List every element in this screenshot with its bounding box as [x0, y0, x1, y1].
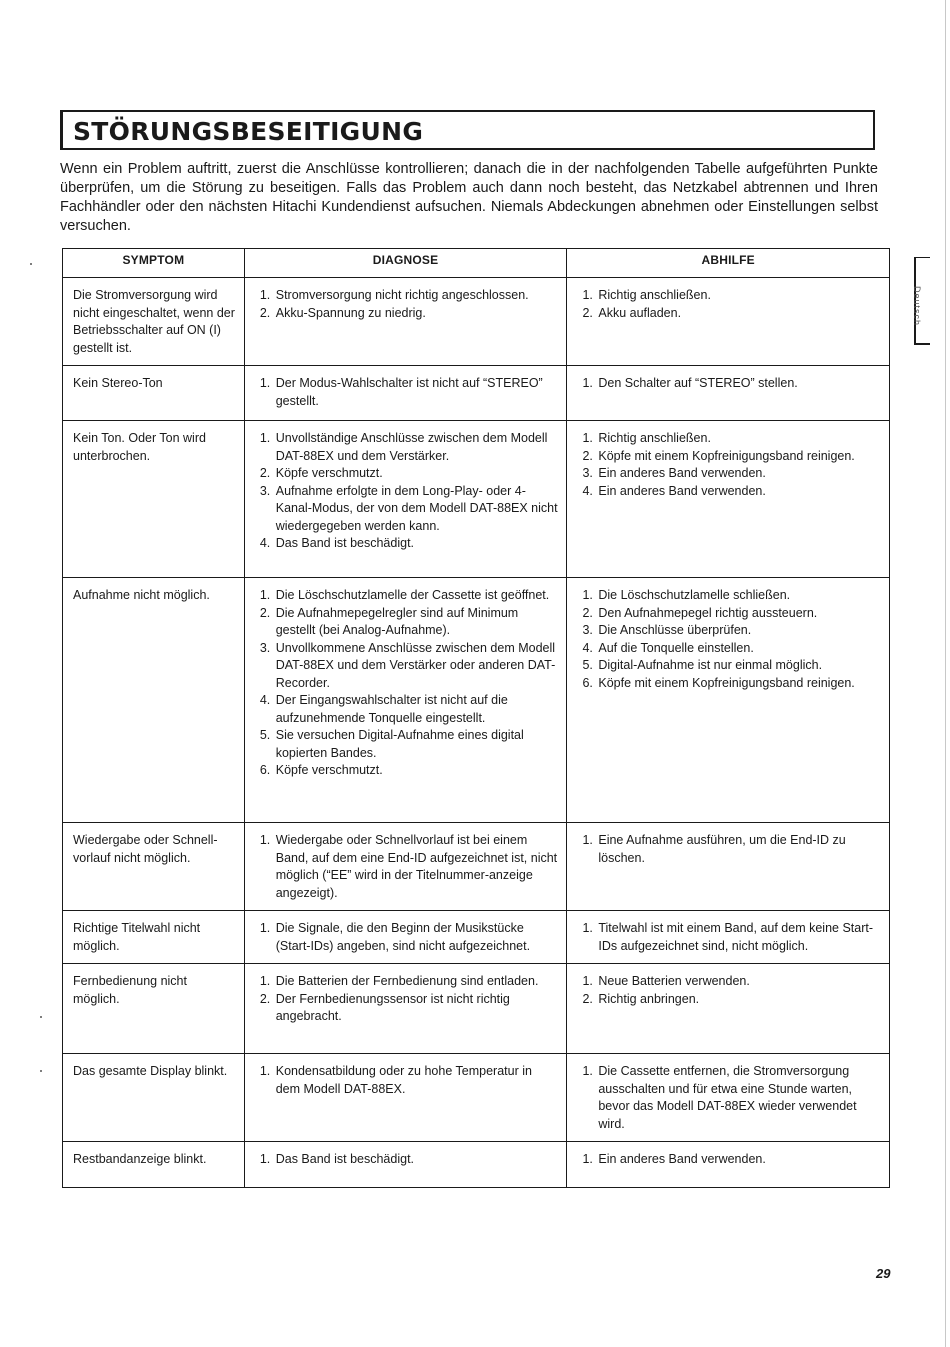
- symptom-cell: Restbandanzeige blinkt.: [63, 1142, 245, 1188]
- diagnose-item: 2. Akku-Spannung zu niedrig.: [274, 305, 559, 323]
- intro-paragraph: Wenn ein Problem auftritt, zuerst die Anschlüsse kontrollieren; danach die in der nachfolgenden Tabelle aufgeführten Punkte überprüfen, um die Störung zu beseitigen. Falls das Problem auch dann noch besteht, das Netzkabel abtrennen und Ihren Fachhändler oder den nächsten Hitachi Kundendienst aufsuchen. Niemals Abdeckungen abnehmen oder Einstellungen selbst versuchen.: [60, 161, 878, 234]
- diagnose-cell: [244, 964, 567, 1054]
- abhilfe-cell: [567, 1054, 890, 1142]
- page-number: 29: [876, 1266, 891, 1281]
- abhilfe-item: 2. Den Aufnahmepegel richtig aussteuern.: [596, 605, 881, 623]
- diagnose-item: 1. Die Batterien der Fernbedienung sind entladen.: [274, 973, 559, 991]
- diagnose-item: 6. Köpfe verschmutzt.: [274, 762, 559, 780]
- diagnose-cell: [244, 421, 567, 578]
- diagnose-item: 4. Das Band ist beschädigt.: [274, 535, 559, 553]
- abhilfe-item: 4. Auf die Tonquelle einstellen.: [596, 640, 881, 658]
- diagnose-list: [255, 1151, 559, 1169]
- abhilfe-list: [577, 430, 881, 500]
- abhilfe-list: [577, 1151, 881, 1169]
- diagnose-cell: [244, 1142, 567, 1188]
- diagnose-cell: [244, 823, 567, 911]
- abhilfe-item: 1. Richtig anschließen.: [596, 430, 881, 448]
- abhilfe-list: [577, 587, 881, 692]
- language-tab-marker: [914, 257, 930, 345]
- abhilfe-cell: [567, 366, 890, 421]
- scan-speck: [30, 263, 32, 265]
- table-row: [63, 911, 890, 964]
- abhilfe-item: 1. Die Löschschutzlamelle schließen.: [596, 587, 881, 605]
- abhilfe-list: [577, 375, 881, 393]
- diagnose-cell: [244, 911, 567, 964]
- diagnose-list: [255, 430, 559, 553]
- scan-speck: [40, 1016, 42, 1018]
- header-symptom: SYMPTOM: [63, 249, 245, 278]
- symptom-cell: Das gesamte Display blinkt.: [63, 1054, 245, 1142]
- symptom-cell: Kein Ton. Oder Ton wird unterbrochen.: [63, 421, 245, 578]
- diagnose-item: 1. Wiedergabe oder Schnellvorlauf ist bei einem Band, auf dem eine End-ID aufgezeichnet ist, nicht möglich (“EE” wird in der Titelnummer-anzeige angezeigt).: [274, 832, 559, 902]
- table-body: [63, 278, 890, 1188]
- diagnose-item: 2. Köpfe verschmutzt.: [274, 465, 559, 483]
- abhilfe-cell: [567, 911, 890, 964]
- language-tab-label: Deutsch: [912, 286, 922, 327]
- symptom-cell: Kein Stereo-Ton: [63, 366, 245, 421]
- abhilfe-item: 4. Ein anderes Band verwenden.: [596, 483, 881, 501]
- diagnose-item: 1. Der Modus-Wahlschalter ist nicht auf “STEREO” gestellt.: [274, 375, 559, 410]
- header-diagnose: DIAGNOSE: [244, 249, 567, 278]
- abhilfe-item: 1. Die Cassette entfernen, die Stromversorgung ausschalten und für etwa eine Stunde warten, bevor das Modell DAT-88EX wieder verwendet wird.: [596, 1063, 881, 1133]
- header-abhilfe: ABHILFE: [567, 249, 890, 278]
- symptom-cell: Wiedergabe oder Schnell-vorlauf nicht möglich.: [63, 823, 245, 911]
- diagnose-list: [255, 973, 559, 1026]
- diagnose-item: 5. Sie versuchen Digital-Aufnahme eines digital kopierten Bandes.: [274, 727, 559, 762]
- table-header-row: [63, 249, 890, 278]
- abhilfe-item: 6. Köpfe mit einem Kopfreinigungsband reinigen.: [596, 675, 881, 693]
- diagnose-item: 3. Unvollkommene Anschlüsse zwischen dem Modell DAT-88EX und dem Verstärker oder anderen DAT-Recorder.: [274, 640, 559, 693]
- diagnose-item: 1. Stromversorgung nicht richtig angeschlossen.: [274, 287, 559, 305]
- abhilfe-item: 1. Eine Aufnahme ausführen, um die End-ID zu löschen.: [596, 832, 881, 867]
- diagnose-cell: [244, 578, 567, 823]
- abhilfe-item: 3. Ein anderes Band verwenden.: [596, 465, 881, 483]
- troubleshooting-table: [62, 248, 890, 1188]
- diagnose-cell: [244, 366, 567, 421]
- abhilfe-item: 1. Neue Batterien verwenden.: [596, 973, 881, 991]
- symptom-cell: Die Stromversorgung wird nicht eingeschaltet, wenn der Betriebsschalter auf ON (I) gestellt ist.: [63, 278, 245, 366]
- symptom-cell: Richtige Titelwahl nicht möglich.: [63, 911, 245, 964]
- abhilfe-cell: [567, 578, 890, 823]
- title-box: [60, 110, 875, 150]
- page-title: STÖRUNGSBESEITIGUNG: [73, 117, 424, 146]
- abhilfe-cell: [567, 964, 890, 1054]
- table-row: [63, 366, 890, 421]
- diagnose-item: 3. Aufnahme erfolgte in dem Long-Play- oder 4-Kanal-Modus, der von dem Modell DAT-88EX nicht wiedergegeben werden kann.: [274, 483, 559, 536]
- table-row: [63, 1142, 890, 1188]
- table-row: [63, 823, 890, 911]
- diagnose-cell: [244, 1054, 567, 1142]
- diagnose-item: 1. Die Signale, die den Beginn der Musikstücke (Start-IDs) angeben, sind nicht aufgezeichnet.: [274, 920, 559, 955]
- diagnose-item: 2. Der Fernbedienungssensor ist nicht richtig angebracht.: [274, 991, 559, 1026]
- scan-speck: [40, 1070, 42, 1072]
- abhilfe-item: 1. Titelwahl ist mit einem Band, auf dem keine Start-IDs aufgezeichnet sind, nicht möglich.: [596, 920, 881, 955]
- abhilfe-item: 2. Richtig anbringen.: [596, 991, 881, 1009]
- diagnose-list: [255, 375, 559, 410]
- abhilfe-item: 5. Digital-Aufnahme ist nur einmal möglich.: [596, 657, 881, 675]
- abhilfe-list: [577, 920, 881, 955]
- abhilfe-item: 1. Richtig anschließen.: [596, 287, 881, 305]
- diagnose-item: 2. Die Aufnahmepegelregler sind auf Minimum gestellt (bei Analog-Aufnahme).: [274, 605, 559, 640]
- table-row: [63, 964, 890, 1054]
- diagnose-cell: [244, 278, 567, 366]
- abhilfe-item: 2. Akku aufladen.: [596, 305, 881, 323]
- diagnose-item: 1. Kondensatbildung oder zu hohe Temperatur in dem Modell DAT-88EX.: [274, 1063, 559, 1098]
- abhilfe-cell: [567, 421, 890, 578]
- abhilfe-item: 2. Köpfe mit einem Kopfreinigungsband reinigen.: [596, 448, 881, 466]
- abhilfe-list: [577, 1063, 881, 1133]
- abhilfe-list: [577, 287, 881, 322]
- diagnose-list: [255, 587, 559, 780]
- abhilfe-cell: [567, 823, 890, 911]
- table-row: [63, 578, 890, 823]
- abhilfe-list: [577, 832, 881, 867]
- diagnose-item: 1. Die Löschschutzlamelle der Cassette ist geöffnet.: [274, 587, 559, 605]
- table-row: [63, 1054, 890, 1142]
- diagnose-list: [255, 1063, 559, 1098]
- diagnose-item: 4. Der Eingangswahlschalter ist nicht auf die aufzunehmende Tonquelle eingestellt.: [274, 692, 559, 727]
- abhilfe-list: [577, 973, 881, 1008]
- page-edge-line: [945, 0, 946, 1347]
- diagnose-list: [255, 920, 559, 955]
- abhilfe-item: 1. Ein anderes Band verwenden.: [596, 1151, 881, 1169]
- diagnose-item: 1. Das Band ist beschädigt.: [274, 1151, 559, 1169]
- abhilfe-item: 1. Den Schalter auf “STEREO” stellen.: [596, 375, 881, 393]
- abhilfe-cell: [567, 1142, 890, 1188]
- diagnose-item: 1. Unvollständige Anschlüsse zwischen dem Modell DAT-88EX und dem Verstärker.: [274, 430, 559, 465]
- diagnose-list: [255, 287, 559, 322]
- table-row: [63, 278, 890, 366]
- table-row: [63, 421, 890, 578]
- abhilfe-cell: [567, 278, 890, 366]
- abhilfe-item: 3. Die Anschlüsse überprüfen.: [596, 622, 881, 640]
- symptom-cell: Aufnahme nicht möglich.: [63, 578, 245, 823]
- symptom-cell: Fernbedienung nicht möglich.: [63, 964, 245, 1054]
- diagnose-list: [255, 832, 559, 902]
